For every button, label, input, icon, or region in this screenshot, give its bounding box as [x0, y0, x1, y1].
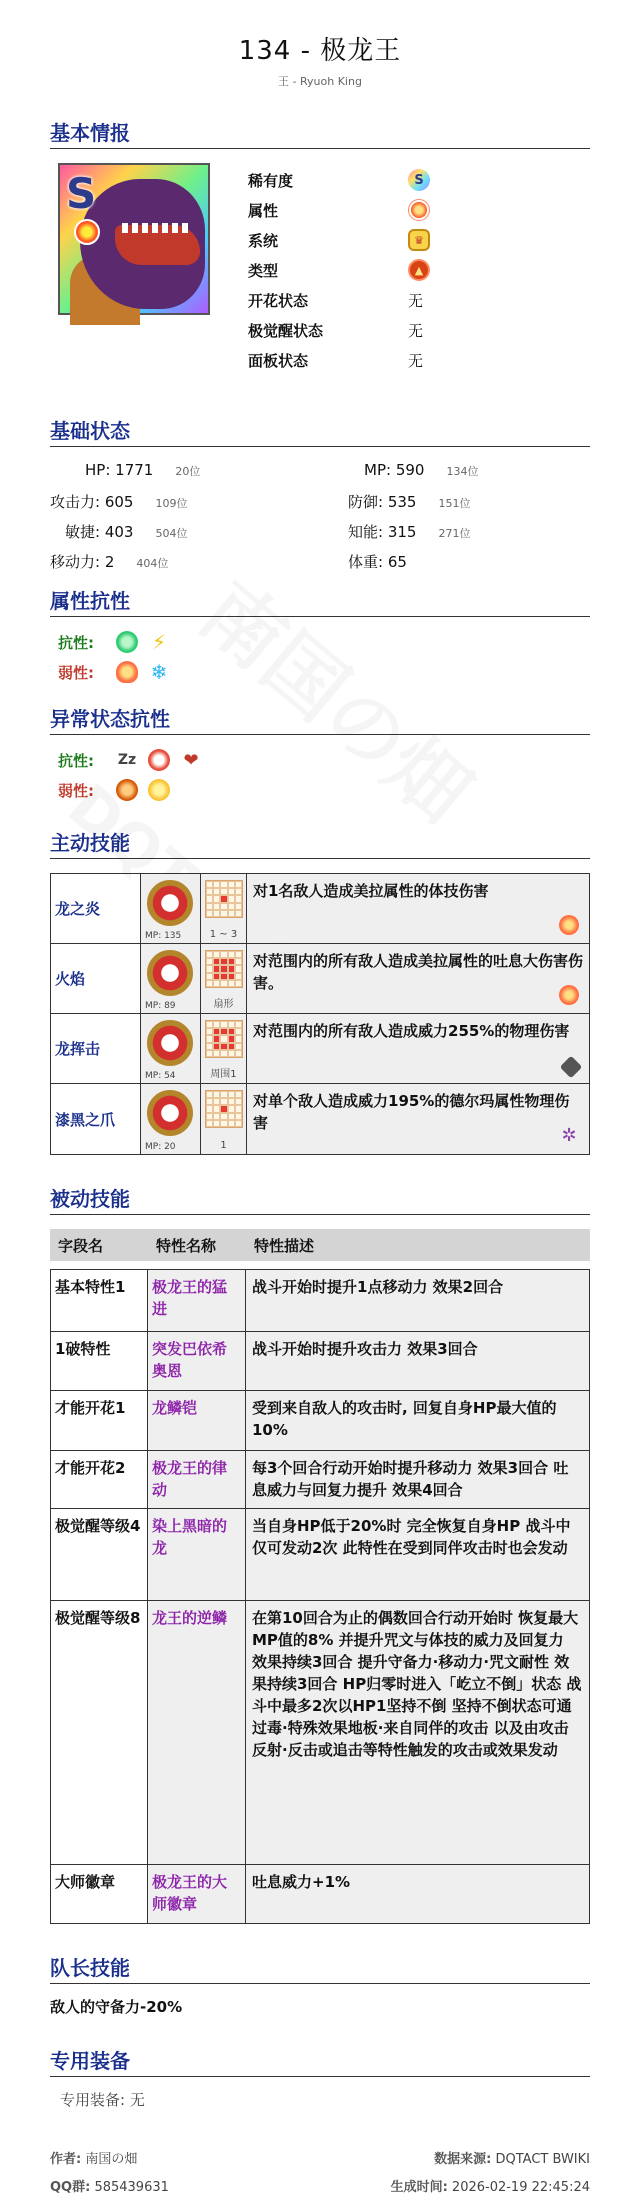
range-cell: [228, 980, 235, 987]
status-weak-row: [58, 775, 582, 805]
info-label: 面板状态: [248, 351, 309, 370]
leader-skill-title: 队长技能: [50, 1952, 590, 1984]
range-cell: [206, 1028, 213, 1035]
range-cell: [213, 1043, 220, 1050]
range-cell: [220, 1091, 227, 1098]
range-cell: [213, 888, 220, 895]
element-resist-row: [58, 627, 582, 657]
active-skills-title: 主动技能: [50, 827, 590, 859]
range-grid: [205, 1020, 243, 1058]
element-weak-row: [58, 657, 582, 687]
source-line: 数据来源: DQTACT BWIKI: [434, 2152, 590, 2167]
weak-label: 弱性:: [58, 781, 94, 800]
name-cell: 染上黑暗的龙: [148, 1509, 246, 1600]
skill-range: [201, 874, 247, 943]
range-cell: [235, 1021, 242, 1028]
range-cell: [235, 1035, 242, 1042]
range-cell: [213, 965, 220, 972]
skill-orb-icon: [147, 1020, 193, 1066]
skill-desc-text: 对单个敌人造成威力195%的德尔玛属性物理伤害: [253, 1092, 570, 1132]
dark-element-icon: ✲: [561, 1125, 577, 1146]
status-res-block: [58, 745, 582, 805]
range-cell: [213, 1035, 220, 1042]
field-cell: 大师徽章: [51, 1865, 148, 1923]
curse-status-icon: [116, 779, 138, 801]
range-cell: [235, 1050, 242, 1057]
range-cell: [235, 895, 242, 902]
stat-mov: 移动力: 2 404位: [50, 553, 169, 571]
desc-cell: 战斗开始时提升攻击力 效果3回合: [246, 1332, 589, 1390]
passive-table-body: [50, 1269, 590, 1924]
range-cell: [206, 910, 213, 917]
ice-element-icon: ❄: [150, 660, 168, 684]
table-row: [51, 1332, 589, 1391]
info-label: 系统: [248, 231, 279, 250]
name-cell: 极龙王的律动: [148, 1451, 246, 1508]
page-footer: [50, 2148, 590, 2208]
desc-cell: 吐息威力+1%: [246, 1865, 589, 1923]
lightning-element-icon: ⚡: [151, 630, 167, 654]
skill-desc: [247, 874, 589, 943]
name-cell: 极龙王的大师徽章: [148, 1865, 246, 1923]
range-label: 扇形: [213, 999, 234, 1010]
skill-range: [201, 1014, 247, 1083]
skill-name: 火焰: [51, 944, 141, 1013]
range-cell: [228, 895, 235, 902]
dragon-type-icon: ▲: [408, 259, 430, 281]
range-cell: [235, 951, 242, 958]
passive-skills-table: [50, 1229, 590, 1924]
desc-cell: 当自身HP低于20%时 完全恢复自身HP 战斗中仅可发动2次 此特性在受到同伴攻击时也会发动: [246, 1509, 589, 1600]
range-cell: [213, 958, 220, 965]
desc-cell: 每3个回合行动开始时提升移动力 效果3回合 吐息威力与回复力提升 效果4回合: [246, 1451, 589, 1508]
field-cell: 才能开花1: [51, 1391, 148, 1450]
paralysis-status-icon: [148, 779, 170, 801]
charm-status-icon: ❤: [183, 749, 199, 771]
range-cell: [235, 888, 242, 895]
range-cell: [228, 965, 235, 972]
desc-cell: 在第10回合为止的偶数回合行动开始时 恢复最大MP值的8% 并提升咒文与体技的威力及回复力 效果持续3回合 提升守备力·移动力·咒文耐性 效果持续3回合 HP归零时进入「屹立不倒」状态 战斗中最多2次以HP1坚持不倒 坚持不倒状态可通过毒·特殊效果地板·来自同伴的攻击 以及由攻击反射·反击或追击等特性触发的攻击或效果发动: [246, 1601, 589, 1864]
desc-cell: 战斗开始时提升1点移动力 效果2回合: [246, 1270, 589, 1331]
skill-range: [201, 944, 247, 1013]
skill-row: [51, 1014, 589, 1084]
range-cell: [235, 1043, 242, 1050]
physical-element-icon: [560, 1056, 583, 1079]
skill-row: [51, 1084, 589, 1154]
skill-row: [51, 874, 589, 944]
info-row-panel: [248, 345, 430, 375]
info-label: 开花状态: [248, 291, 309, 310]
range-cell: [213, 1113, 220, 1120]
info-row-rarity: [248, 165, 430, 195]
range-cell: [206, 980, 213, 987]
skill-mp: MP: 135: [145, 931, 182, 941]
basic-info-title: 基本情报: [50, 117, 590, 149]
crown-system-icon: ♛: [408, 229, 430, 251]
range-cell: [220, 1050, 227, 1057]
skill-name: 漆黑之爪: [51, 1084, 141, 1154]
range-cell: [235, 980, 242, 987]
skill-name: 龙之炎: [51, 874, 141, 943]
range-cell: [206, 973, 213, 980]
range-cell: [228, 1035, 235, 1042]
info-row-system: [248, 225, 430, 255]
skill-mp: MP: 54: [145, 1071, 176, 1081]
skill-icon: [141, 1084, 201, 1154]
range-grid: [205, 950, 243, 988]
stat-hp: HP: 1771 20位: [85, 461, 201, 479]
range-cell: [228, 1098, 235, 1105]
skill-row: [51, 944, 589, 1014]
range-cell: [220, 1043, 227, 1050]
range-cell: [228, 888, 235, 895]
range-cell: [213, 1091, 220, 1098]
stats-title: 基础状态: [50, 415, 590, 447]
range-cell: [206, 1098, 213, 1105]
author-line: 作者: 南国の畑: [50, 2152, 138, 2167]
skill-desc-text: 对范围内的所有敌人造成威力255%的物理伤害: [253, 1022, 570, 1040]
desc-cell: 受到来自敌人的攻击时, 回复自身HP最大值的10%: [246, 1391, 589, 1450]
passive-skills-title: 被动技能: [50, 1183, 590, 1215]
range-cell: [220, 903, 227, 910]
range-cell: [235, 1091, 242, 1098]
range-cell: [220, 895, 227, 902]
range-cell: [213, 1120, 220, 1127]
equipment-title: 专用装备: [50, 2045, 590, 2077]
range-cell: [228, 951, 235, 958]
range-cell: [206, 895, 213, 902]
fire-element-icon: [559, 915, 579, 935]
field-cell: 基本特性1: [51, 1270, 148, 1331]
range-cell: [213, 903, 220, 910]
range-cell: [206, 958, 213, 965]
table-row: [51, 1865, 589, 1923]
resist-label: 抗性:: [58, 633, 94, 652]
range-cell: [220, 888, 227, 895]
confuse-status-icon: [148, 749, 170, 771]
range-cell: [206, 1050, 213, 1057]
skill-icon: [141, 874, 201, 943]
range-cell: [228, 1105, 235, 1112]
range-cell: [220, 1113, 227, 1120]
range-cell: [206, 965, 213, 972]
name-cell: 龙王的逆鳞: [148, 1601, 246, 1864]
info-value: 无: [408, 351, 424, 370]
range-cell: [235, 881, 242, 888]
range-cell: [235, 958, 242, 965]
range-cell: [213, 910, 220, 917]
range-cell: [228, 903, 235, 910]
range-cell: [220, 1098, 227, 1105]
range-cell: [228, 973, 235, 980]
skill-desc: [247, 1014, 589, 1083]
range-cell: [213, 895, 220, 902]
info-row-type: [248, 255, 430, 285]
range-cell: [213, 973, 220, 980]
range-cell: [235, 1028, 242, 1035]
stat-int: 知能: 315 271位: [348, 523, 471, 541]
range-grid: [205, 880, 243, 918]
table-row: [51, 1509, 589, 1601]
range-cell: [228, 958, 235, 965]
range-cell: [235, 1113, 242, 1120]
range-cell: [206, 881, 213, 888]
qq-line: QQ群: 585439631: [50, 2180, 169, 2195]
range-cell: [228, 910, 235, 917]
range-cell: [213, 1050, 220, 1057]
wind-element-icon: [116, 631, 138, 653]
skill-orb-icon: [147, 950, 193, 996]
range-cell: [206, 888, 213, 895]
range-cell: [206, 1105, 213, 1112]
status-res-title: 异常状态抗性: [50, 703, 590, 735]
range-cell: [235, 1098, 242, 1105]
info-label: 稀有度: [248, 171, 294, 190]
range-label: 1 ~ 3: [209, 929, 238, 940]
range-cell: [220, 980, 227, 987]
rarity-s-icon: S: [408, 169, 430, 191]
skill-mp: MP: 20: [145, 1142, 176, 1152]
skill-orb-icon: [147, 880, 193, 926]
weak-label: 弱性:: [58, 663, 94, 682]
element-res-title: 属性抗性: [50, 585, 590, 617]
skill-desc: [247, 1084, 589, 1154]
status-resist-row: [58, 745, 582, 775]
element-res-block: [58, 627, 582, 687]
info-label: 类型: [248, 261, 279, 280]
rarity-badge: S: [66, 169, 97, 218]
range-cell: [213, 1105, 220, 1112]
field-cell: 极觉醒等级8: [51, 1601, 148, 1864]
range-cell: [213, 980, 220, 987]
sleep-status-icon: Zz: [117, 752, 137, 768]
range-cell: [228, 1050, 235, 1057]
equipment-text: 专用装备: 无: [60, 2091, 145, 2109]
page-subtitle: 王 - Ryuoh King: [278, 75, 362, 88]
range-cell: [206, 1021, 213, 1028]
range-cell: [235, 910, 242, 917]
page-header: [0, 0, 640, 89]
range-cell: [206, 1120, 213, 1127]
stat-atk: 攻击力: 605 109位: [50, 493, 188, 511]
stat-weight: 体重: 65: [348, 553, 407, 571]
range-cell: [228, 881, 235, 888]
skill-desc-text: 对范围内的所有敌人造成美拉属性的吐息大伤害伤害。: [253, 952, 584, 992]
time-line: 生成时间: 2026-02-19 22:45:24: [390, 2180, 590, 2195]
range-cell: [220, 910, 227, 917]
stats-block: [50, 461, 590, 571]
range-cell: [220, 1035, 227, 1042]
range-cell: [206, 1113, 213, 1120]
range-cell: [213, 1028, 220, 1035]
skill-orb-icon: [147, 1090, 193, 1136]
table-row: [51, 1601, 589, 1865]
fire-element-icon: [559, 985, 579, 1005]
resist-label: 抗性:: [58, 751, 94, 770]
range-cell: [220, 1021, 227, 1028]
skill-desc: [247, 944, 589, 1013]
range-cell: [206, 1091, 213, 1098]
info-table: [248, 165, 430, 375]
name-cell: 龙鳞铠: [148, 1391, 246, 1450]
range-cell: [228, 1120, 235, 1127]
range-cell: [235, 965, 242, 972]
stat-agi: 敏捷: 403 504位: [65, 523, 188, 541]
range-cell: [220, 958, 227, 965]
range-cell: [213, 881, 220, 888]
range-label: 1: [220, 1140, 227, 1151]
info-value: 无: [408, 321, 424, 340]
range-cell: [220, 1028, 227, 1035]
skill-range: [201, 1084, 247, 1154]
fire-element-icon: [408, 199, 430, 221]
range-cell: [220, 881, 227, 888]
skill-desc-text: 对1名敌人造成美拉属性的体技伤害: [253, 882, 489, 900]
info-label: 极觉醒状态: [248, 321, 324, 340]
monster-portrait: [58, 163, 210, 315]
skill-name: 龙挥击: [51, 1014, 141, 1083]
range-cell: [235, 1120, 242, 1127]
range-cell: [235, 903, 242, 910]
table-row: [51, 1391, 589, 1451]
range-cell: [220, 951, 227, 958]
info-row-bloom: [248, 285, 430, 315]
range-cell: [235, 973, 242, 980]
range-cell: [220, 1105, 227, 1112]
range-cell: [228, 1113, 235, 1120]
range-grid: [205, 1090, 243, 1128]
field-cell: 极觉醒等级4: [51, 1509, 148, 1600]
skill-icon: [141, 944, 201, 1013]
column-header: 特性描述: [254, 1236, 315, 1255]
range-cell: [228, 1043, 235, 1050]
stat-mp: MP: 590 134位: [364, 461, 479, 479]
name-cell: 突发巴依希奥恩: [148, 1332, 246, 1390]
field-cell: 1破特性: [51, 1332, 148, 1390]
range-cell: [213, 1021, 220, 1028]
info-value: 无: [408, 291, 424, 310]
range-label: 周围1: [210, 1069, 237, 1080]
info-row-element: [248, 195, 430, 225]
range-cell: [213, 1098, 220, 1105]
range-cell: [213, 951, 220, 958]
info-label: 属性: [248, 201, 279, 220]
range-cell: [235, 1105, 242, 1112]
table-row: [51, 1451, 589, 1509]
fire-element-icon: [116, 661, 138, 683]
range-cell: [228, 1021, 235, 1028]
basic-info: [58, 163, 590, 375]
range-cell: [206, 951, 213, 958]
stat-def: 防御: 535 151位: [348, 493, 471, 511]
name-cell: 极龙王的猛进: [148, 1270, 246, 1331]
fire-badge-icon: [74, 219, 100, 245]
page-title: 134 - 极龙王: [238, 36, 402, 66]
range-cell: [220, 1120, 227, 1127]
column-header: 特性名称: [156, 1236, 217, 1255]
range-cell: [206, 1043, 213, 1050]
field-cell: 才能开花2: [51, 1451, 148, 1508]
range-cell: [206, 1035, 213, 1042]
column-header: 字段名: [58, 1236, 104, 1255]
passive-table-header: [50, 1229, 590, 1261]
info-row-awaken: [248, 315, 430, 345]
skill-mp: MP: 89: [145, 1001, 176, 1011]
range-cell: [206, 903, 213, 910]
range-cell: [220, 973, 227, 980]
skill-icon: [141, 1014, 201, 1083]
range-cell: [228, 1028, 235, 1035]
leader-skill-text: 敌人的守备力-20%: [50, 1998, 183, 2016]
range-cell: [228, 1091, 235, 1098]
active-skills-table: [50, 873, 590, 1155]
range-cell: [220, 965, 227, 972]
table-row: [51, 1270, 589, 1332]
